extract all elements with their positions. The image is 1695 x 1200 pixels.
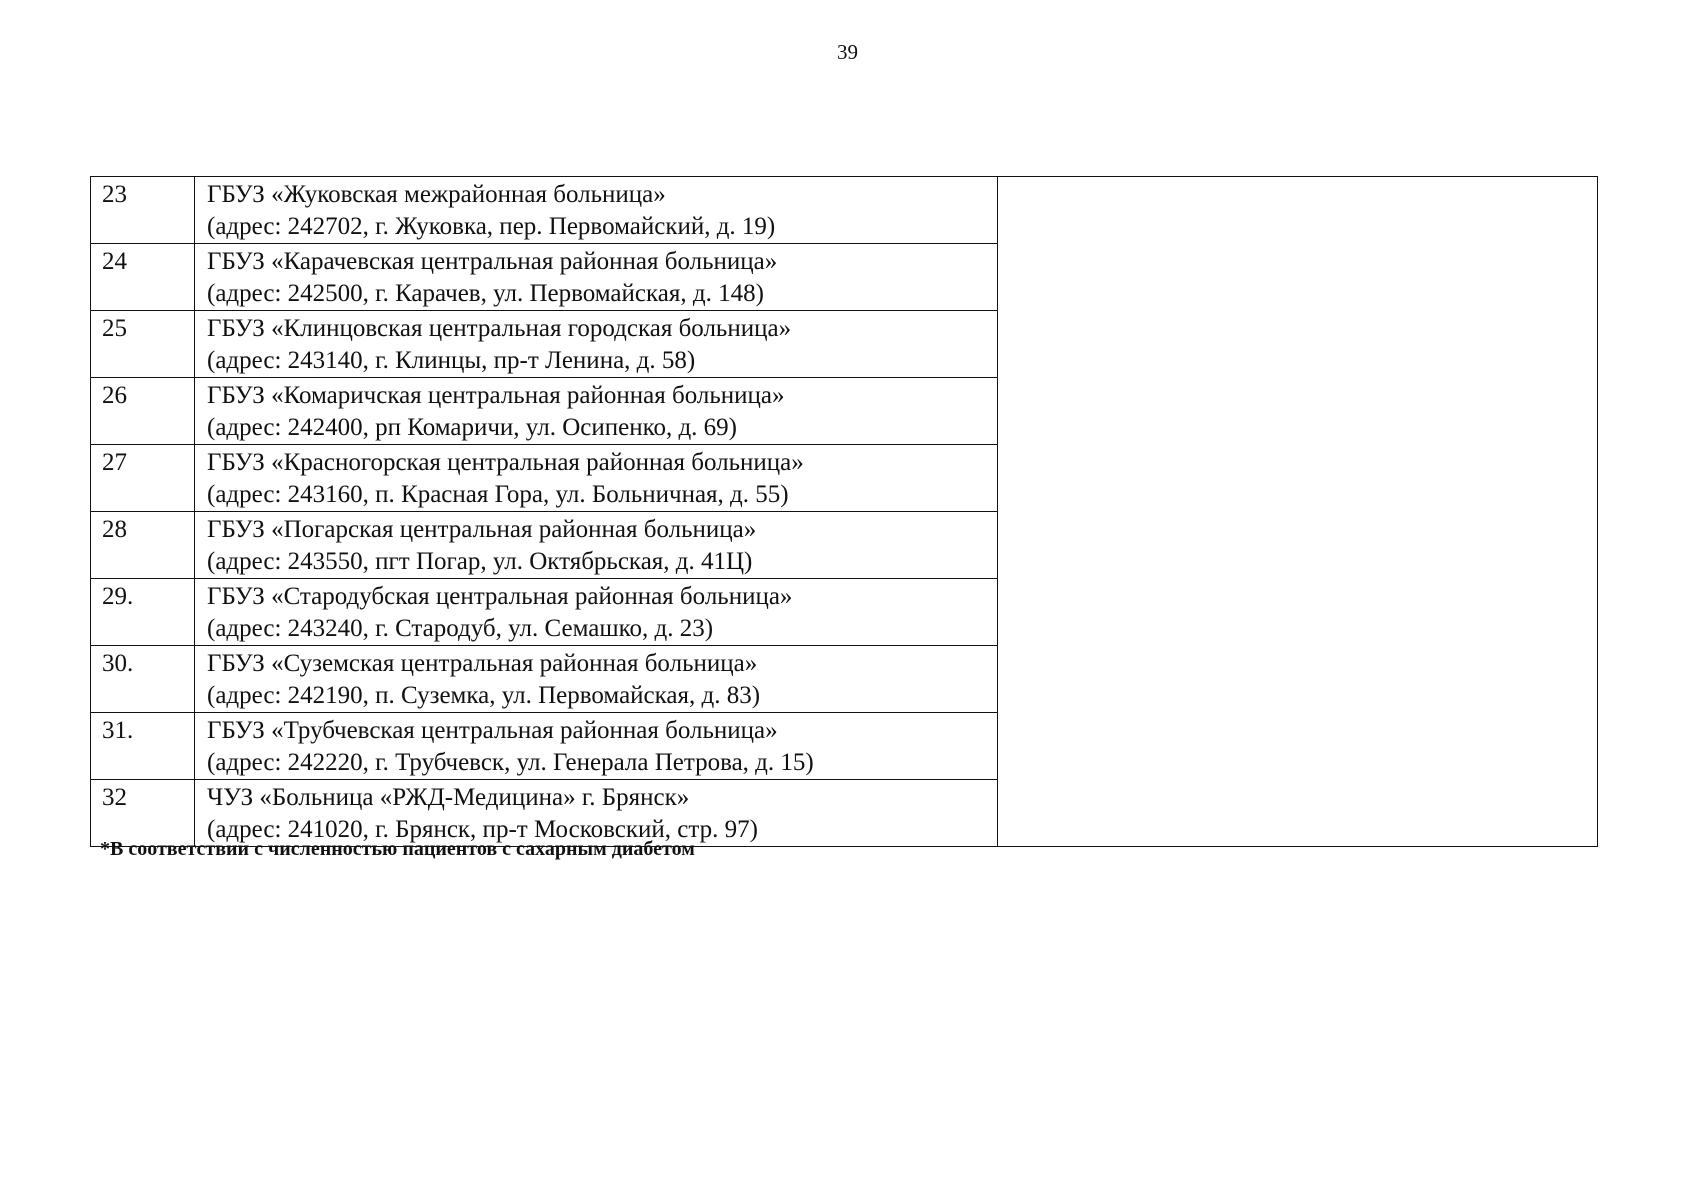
row-number: 25 bbox=[91, 311, 195, 378]
row-number: 24 bbox=[91, 244, 195, 311]
row-number: 23 bbox=[91, 177, 195, 244]
hospital-address: (адрес: 242220, г. Трубчевск, ул. Генерала Петрова, д. 15) bbox=[207, 749, 814, 776]
hospital-cell bbox=[195, 713, 998, 780]
footnote: *В соответствии с численностью пациентов с сахарным диабетом bbox=[100, 838, 695, 860]
hospital-cell bbox=[195, 244, 998, 311]
hospital-cell bbox=[195, 311, 998, 378]
hospital-name: ГБУЗ «Комаричская центральная районная больница» bbox=[207, 382, 785, 409]
hospital-address: (адрес: 242190, п. Суземка, ул. Первомайская, д. 83) bbox=[207, 682, 761, 709]
row-number: 27 bbox=[91, 445, 195, 512]
hospital-address: (адрес: 242702, г. Жуковка, пер. Первомайский, д. 19) bbox=[207, 213, 776, 240]
row-number: 29. bbox=[91, 579, 195, 646]
hospital-name: ГБУЗ «Карачевская центральная районная больница» bbox=[207, 248, 778, 275]
table-row bbox=[91, 177, 1598, 244]
row-number: 31. bbox=[91, 713, 195, 780]
hospital-name: ГБУЗ «Красногорская центральная районная больница» bbox=[207, 449, 804, 476]
row-number: 26 bbox=[91, 378, 195, 445]
hospital-name: ЧУЗ «Больница «РЖД-Медицина» г. Брянск» bbox=[207, 784, 690, 811]
row-number: 32 bbox=[91, 780, 195, 847]
hospital-name: ГБУЗ «Трубчевская центральная районная больница» bbox=[207, 717, 778, 744]
hospital-address: (адрес: 242400, рп Комаричи, ул. Осипенко, д. 69) bbox=[207, 414, 737, 441]
hospital-cell bbox=[195, 378, 998, 445]
hospital-address: (адрес: 243160, п. Красная Гора, ул. Больничная, д. 55) bbox=[207, 481, 789, 508]
row-number: 30. bbox=[91, 646, 195, 713]
hospital-address: (адрес: 242500, г. Карачев, ул. Первомайская, д. 148) bbox=[207, 280, 764, 307]
hospital-cell bbox=[195, 512, 998, 579]
hospital-cell bbox=[195, 646, 998, 713]
row-number: 28 bbox=[91, 512, 195, 579]
hospital-name: ГБУЗ «Стародубская центральная районная больница» bbox=[207, 583, 793, 610]
hospital-cell bbox=[195, 177, 998, 244]
hospital-cell bbox=[195, 579, 998, 646]
hospital-table bbox=[90, 176, 1598, 847]
hospital-name: ГБУЗ «Суземская центральная районная больница» bbox=[207, 650, 758, 677]
hospital-name: ГБУЗ «Погарская центральная районная больница» bbox=[207, 516, 757, 543]
hospital-address: (адрес: 241020, г. Брянск, пр-т Московский, стр. 97) bbox=[207, 816, 758, 843]
page-number: 39 bbox=[837, 40, 858, 64]
hospital-name: ГБУЗ «Жуковская межрайонная больница» bbox=[207, 181, 666, 208]
merged-empty-cell bbox=[998, 177, 1598, 847]
hospital-address: (адрес: 243240, г. Стародуб, ул. Семашко, д. 23) bbox=[207, 615, 714, 642]
hospital-address: (адрес: 243550, пгт Погар, ул. Октябрьская, д. 41Ц) bbox=[207, 548, 753, 575]
hospital-name: ГБУЗ «Клинцовская центральная городская больница» bbox=[207, 315, 792, 342]
hospital-cell bbox=[195, 445, 998, 512]
hospital-address: (адрес: 243140, г. Клинцы, пр-т Ленина, д. 58) bbox=[207, 347, 696, 374]
hospital-cell bbox=[195, 780, 998, 847]
